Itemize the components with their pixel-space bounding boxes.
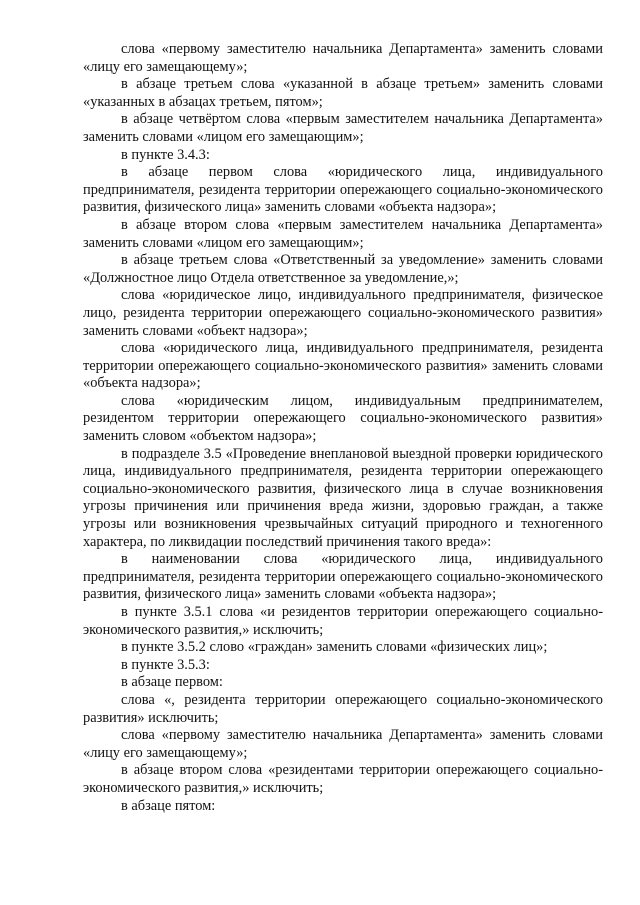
paragraph-9: слова «юридического лица, индивидуального предпринимателя, резидента территории опережающего социально-экономического развития» заменить словами «объекта надзора»; — [83, 340, 603, 392]
paragraph-5: в абзаце первом слова «юридического лица, индивидуального предпринимателя, резидента территории опережающего социально-экономического развития, физического лица» заменить словами «объекта надзора»; — [83, 164, 603, 216]
paragraph-15: в пункте 3.5.3: — [121, 656, 210, 673]
paragraph-13: в пункте 3.5.1 слова «и резидентов территории опережающего социально-экономического развития,» исключить; — [83, 604, 603, 638]
document-page — [83, 41, 603, 815]
paragraph-6: в абзаце втором слова «первым заместителем начальника Департамента» заменить словами «лицом его замещающим»; — [83, 216, 603, 251]
paragraph-3: в абзаце четвёртом слова «первым заместителем начальника Департамента» заменить словами «лицом его замещающим»; — [83, 111, 603, 145]
paragraph-20: в абзаце пятом: — [121, 797, 216, 814]
paragraph-12: в наименовании слова «юридического лица, индивидуального предпринимателя, резидента территории опережающего социально-экономического развития, физического лица» заменить словами «объекта надзора»; — [83, 551, 603, 603]
paragraph-8: слова «юридическое лицо, индивидуального предпринимателя, физическое лицо, резидента территории опережающего социально-экономического развития» заменить словами «объект надзора»; — [83, 287, 603, 339]
paragraph-4: в пункте 3.4.3: — [121, 146, 210, 163]
paragraph-2: в абзаце третьем слова «указанной в абзаце третьем» заменить словами «указанных в абзацах третьем, пятом»; — [83, 76, 603, 110]
paragraph-14: в пункте 3.5.2 слово «граждан» заменить словами «физических лиц»; — [121, 639, 548, 656]
paragraph-10: слова «юридическим лицом, индивидуальным предпринимателем, резидентом территории опережающего социально-экономического развития» заменить словом «объектом надзора»; — [83, 392, 603, 445]
paragraph-19: в абзаце втором слова «резидентами территории опережающего социально-экономического развития,» исключить; — [83, 762, 603, 796]
paragraph-17: слова «, резидента территории опережающего социально-экономического развития» исключить; — [83, 691, 603, 726]
paragraph-1: слова «первому заместителю начальника Департамента» заменить словами «лицу его замещающему»; — [83, 41, 603, 75]
paragraph-7: в абзаце третьем слова «Ответственный за уведомление» заменить словами «Должностное лицо Отдела ответственное за уведомление,»; — [83, 252, 603, 286]
paragraph-16: в абзаце первом: — [121, 674, 223, 691]
paragraph-11: в подразделе 3.5 «Проведение внеплановой выездной проверки юридического лица, индивидуального предпринимателя, резидента территории опережающего социально-экономического развития, физического лица в случае возникновения угрозы причинения или причинения вреда жизни, здоровью граждан, а также угрозы или возникновения чрезвычайных ситуаций природного и техногенного характера, по ликвидации последствий причинения такого вреда»: — [83, 445, 603, 550]
paragraph-18: слова «первому заместителю начальника Департамента» заменить словами «лицу его замещающему»; — [83, 727, 603, 761]
